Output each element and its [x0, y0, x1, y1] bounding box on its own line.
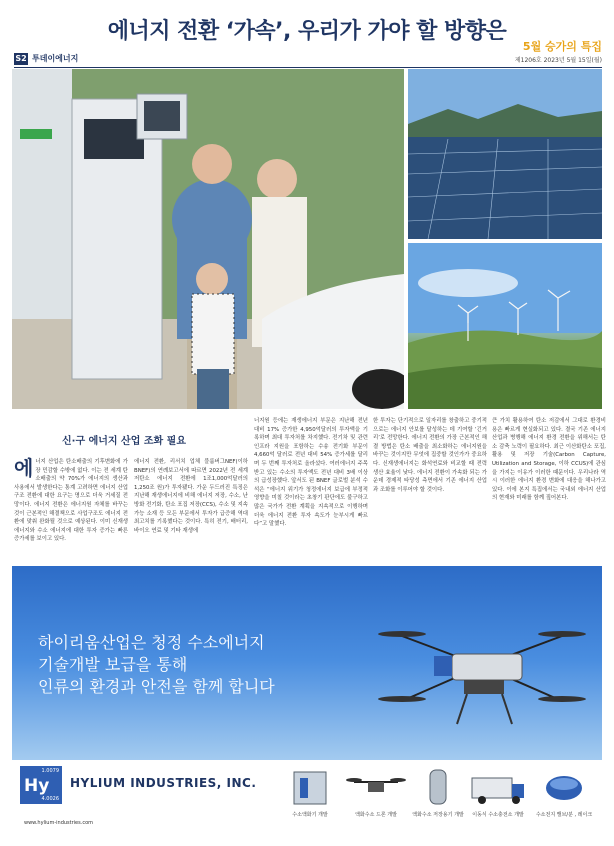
newspaper-name: 투데이에너지 — [32, 54, 79, 63]
logo-symbol: Hy — [24, 776, 50, 796]
hylium-logo — [20, 766, 62, 804]
page-headline: 에너지 전환 ‘가속’, 우리가 가야 할 방향은 — [107, 19, 507, 44]
ev-charging-family-photo — [12, 69, 404, 409]
logo-mass-top: 1.0079 — [41, 768, 59, 774]
product-label-2: 액화수소 드론 개발 — [355, 812, 397, 818]
logo-mass-bottom: 4.0026 — [41, 796, 59, 802]
article-column-5: 큰 가치 활용하여 탄소 저감에서 그대로 환경비용은 빠르게 현실화되고 있다. 결국 기존 에너지 산업과 병행해 에너지 환경 전환을 위해서는 탄소 감축 노력이 필요하다. 최근 이산화탄소 포집, 활용 및 저장 기술(Carbon Capture, Utilization and Storage, 이하 CCUS)에 관심을 가지는 이유가 이러한 때문이다. 우리나라 역시 이러한 에너지 환경 변화에 대응을 해나가고 있다. 이에 본지 특집에서는 국내외 에너지 산업의 현재와 미래를 함께 짚어본다. — [492, 418, 606, 502]
solar-farm-photo — [408, 69, 602, 239]
section-badge: S2 — [15, 54, 27, 63]
ad-headline-line-1: 하이리움산업은 청정 수소에너지 — [38, 633, 265, 652]
header-rule — [14, 67, 602, 68]
ad-headline-line-3: 인류의 환경과 안전을 함께 합니다 — [38, 677, 275, 696]
company-name: HYLIUM INDUSTRIES, INC. — [70, 776, 257, 790]
dropcap: 에 — [14, 456, 34, 480]
product-mobile-station — [468, 768, 528, 818]
product-label-4: 이동식 수소충전소 개발 — [472, 812, 524, 818]
article-column-3: 너지원 등에는 재생에너지 부문은 지난해 전년 대비 17% 증가한 4,950억달러의 투자액을 기록하며 최대 투자처를 차지했다. 전기차 및 관련 인프라 지원을 포함하는 수송 전기화 부문이 4,660억 달러로 전년 대비 54% 증가세를 달리며 두 번째 투자처로 올라섰다. 여러에너지 주목받고 있는 수소의 투자액도 전년 대비 3배 이상의 급성장했다. 앞서도 된 BNEF 글로벌 분석 수석은 “에너지 위기가 청정에너지 보급에 부정적 영향을 미칠 것이라는 초창기 판단에도 불구하고 많은 국가가 전환 계획을 지속적으로 이행하며 더욱 에너지 전환 투자 속도가 눈부시게 빠르다”고 말했다. — [254, 418, 368, 528]
product-storage-tank — [408, 768, 468, 818]
special-issue-logo: 5월 승가의 특집 — [522, 40, 602, 53]
article-column-4: 한 투자는 단기적으로 일자리를 창출하고 중기적으로는 에너지 안보를 달성하는 데 기여할 ‘긴거리’로 전망한다. 에너지 전환의 가장 근본적인 해결 방법은 탄소 배출을 최소화하는 에너지원을 바꾸는 것이지만 무엇에 집중할 것인가가 중요하다. 신재생에너지는 화석연료와 비교할 때 전력 생산 효율이 낮다. 에너지 전환이 가속화 되는 가운데 경제적 타당성 측면에서 기존 에너지 산업과 조화를 이루어야 할 것이다. — [373, 418, 487, 493]
company-website[interactable]: www.hylium-industries.com — [24, 820, 94, 826]
product-label-1: 수소액화기 개발 — [292, 812, 328, 818]
product-drone — [346, 768, 406, 818]
ad-headline — [38, 632, 275, 698]
hylium-advertisement — [12, 566, 602, 836]
product-fuel-cell — [534, 768, 594, 818]
product-label-3: 액화수소 저장용기 개발 — [412, 812, 464, 818]
ad-headline-line-2: 기술개발 보급을 통해 — [38, 655, 188, 674]
hydrogen-drone-image — [372, 606, 592, 736]
ad-footer — [12, 760, 602, 836]
page-header — [14, 40, 602, 66]
wind-farm-photo — [408, 243, 602, 409]
article-column-1-text: 너지 산업은 탄소배출의 기후변화에 가장 민감할 수밖에 없다. 이는 전 세계 탄소배출의 약 70%가 에너지의 생산과 사용에서 발생한다는 통계 고려하면 에너지 산업 구조 전환에 대한 요구는 명으로 더욱 거세질 전망이다. 에너지 전환은 에너지원 자체를 바꾸는 것이 근본적인 해결책으로 사업구조도 에너지 전환에 맞춰 완화될 것으로 예상된다. 이미 신재생 에너지와 수소 에너지에 대한 투자 증가는 빠른 증가세를 보이고 있다. — [14, 459, 128, 543]
product-label-5: 수소전지 밸브/분 , 레이크 — [535, 812, 593, 818]
article-column-2: 에너지 전환, 리서치 업체 블룸버그NEF(이하 BNEF)의 연례보고서에 따르면 2022년 전 세계 저탄소 에너지 전환에 1조1,000억달러의 1,250조 원)가 투자됐다. 가운 두드러진 특징은 지난해 재생에너지에 비해 에너지 저장, 수소, 난방화 전기화, 탄소 포집 저장(CCS), 수소 및 지속가능 소재 등 모든 부문에서 투자가 급증해 역대 최고치를 기록했다는 것이다. 특히 전기, 배터리, 바이오 연료 및 기타 재생에 — [134, 459, 248, 534]
product-liquefier — [280, 768, 340, 818]
article-subhead: 신·구 에너지 산업 조화 필요 — [62, 436, 186, 447]
issue-info: 제1206호 2023년 5월 15일(월) — [514, 57, 602, 64]
article-column-1 — [14, 458, 128, 544]
